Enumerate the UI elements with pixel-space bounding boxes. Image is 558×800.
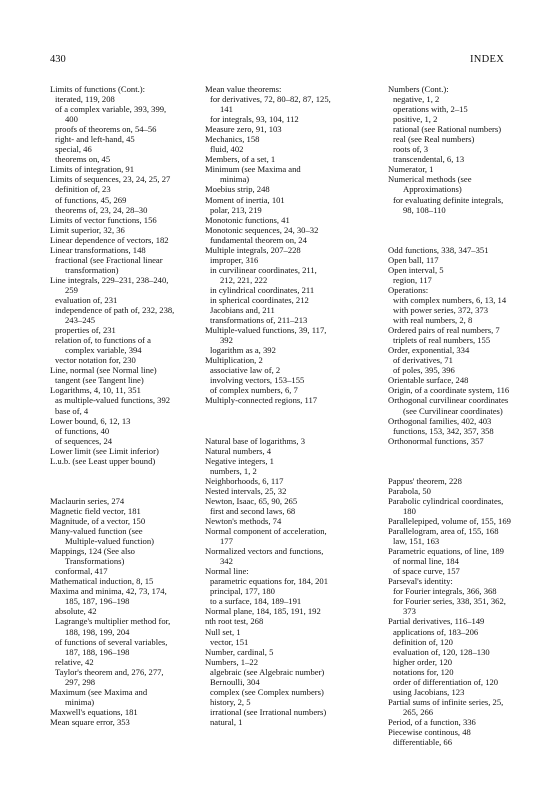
index-subentry: fundamental theorem on, 24 bbox=[210, 234, 307, 245]
index-entry: L.u.b. (see Least upper bound) bbox=[50, 455, 156, 466]
index-subentry: in spherical coordinates, 212 bbox=[210, 294, 309, 305]
index-subentry: parametric equations for, 184, 201 bbox=[210, 576, 329, 587]
index-subentry: numbers, 1, 2 bbox=[210, 465, 257, 476]
index-entry: Number, cardinal, 5 bbox=[205, 646, 274, 657]
index-subentry: natural, 1 bbox=[210, 716, 243, 727]
index-subentry: fluid, 402 bbox=[210, 144, 244, 155]
index-entry: Null set, 1 bbox=[205, 626, 241, 637]
index-subentry: with complex numbers, 6, 13, 14 bbox=[393, 294, 507, 305]
index-subentry: associative law of, 2 bbox=[210, 365, 281, 376]
index-entry: Multiplication, 2 bbox=[205, 355, 263, 366]
index-entry: Orthogonal families, 402, 403 bbox=[388, 415, 492, 426]
index-entry: Maxima and minima, 42, 73, 174, bbox=[50, 586, 167, 597]
index-subentry: Bernoulli, 304 bbox=[210, 676, 260, 687]
index-entry: Many-valued function (see bbox=[50, 526, 143, 537]
index-subentry: in curvilinear coordinates, 211, bbox=[210, 264, 317, 275]
index-entry: Pappus' theorem, 228 bbox=[388, 475, 462, 486]
index-subentry: negative, 1, 2 bbox=[393, 94, 440, 105]
index-subentry: properties of, 231 bbox=[55, 325, 116, 336]
index-entry: Limits of functions (Cont.): bbox=[50, 84, 146, 94]
index-entry: Orthonormal functions, 357 bbox=[388, 435, 484, 446]
index-subentry: real (see Real numbers) bbox=[393, 134, 475, 145]
index-entry: Partial sums of infinite series, 25, bbox=[388, 696, 504, 707]
index-subentry: roots of, 3 bbox=[393, 144, 429, 155]
index-subentry: 392 bbox=[220, 335, 233, 346]
index-column-3 bbox=[388, 84, 558, 747]
index-entry: Natural numbers, 4 bbox=[205, 445, 272, 456]
index-subentry: polar, 213, 219 bbox=[210, 204, 262, 215]
index-entry: Minimum (see Maxima and bbox=[205, 164, 301, 175]
index-subentry: vector, 151 bbox=[210, 636, 249, 647]
index-subentry: 98, 108–110 bbox=[403, 204, 446, 215]
index-subentry: with real numbers, 2, 8 bbox=[393, 315, 473, 326]
index-subentry: right- and left-hand, 45 bbox=[55, 134, 135, 145]
index-subentry: order of differentiation of, 120 bbox=[393, 676, 499, 687]
index-subentry: 342 bbox=[220, 556, 233, 567]
index-subentry: operations with, 2–15 bbox=[393, 104, 468, 115]
section-gap bbox=[388, 225, 558, 235]
section-gap bbox=[388, 215, 558, 225]
index-entry: Lower limit (see Limit inferior) bbox=[50, 445, 159, 456]
page-number: 430 bbox=[50, 54, 66, 65]
index-subentry: relative, 42 bbox=[55, 656, 94, 667]
index-subentry: transcendental, 6, 13 bbox=[393, 154, 465, 165]
index-column-2 bbox=[205, 84, 380, 727]
index-subentry: 180 bbox=[403, 505, 416, 516]
index-entry: Line integrals, 229–231, 238–240, bbox=[50, 274, 169, 285]
index-subentry: 185, 187, 196–198 bbox=[65, 596, 130, 607]
index-entry: Nested intervals, 25, 32 bbox=[205, 485, 287, 496]
index-entry: Normal component of acceleration, bbox=[205, 526, 327, 537]
index-entry: Monotonic functions, 41 bbox=[205, 214, 290, 225]
index-subentry: 259 bbox=[65, 284, 78, 295]
section-gap bbox=[388, 235, 558, 245]
index-subentry: of complex numbers, 6, 7 bbox=[210, 385, 298, 396]
index-entry: Numerical methods (see bbox=[388, 174, 472, 185]
index-subentry: using Jacobians, 123 bbox=[393, 686, 465, 697]
section-gap bbox=[50, 486, 210, 496]
index-subentry: theorems on, 45 bbox=[55, 154, 111, 165]
index-subentry: law, 151, 163 bbox=[393, 536, 440, 547]
index-entry: Negative integers, 1 bbox=[205, 455, 274, 466]
index-subentry: of a complex variable, 393, 399, bbox=[55, 104, 167, 115]
section-gap bbox=[50, 466, 210, 476]
index-subentry: Jacobians and, 211 bbox=[210, 305, 275, 316]
index-entry: Open ball, 117 bbox=[388, 254, 439, 265]
index-entry: Magnitude, of a vector, 150 bbox=[50, 516, 146, 527]
index-subentry: to a surface, 184, 189–191 bbox=[210, 596, 302, 607]
index-column-1 bbox=[50, 84, 210, 727]
index-subentry: involving vectors, 153–155 bbox=[210, 375, 305, 386]
section-gap bbox=[205, 416, 380, 426]
index-entry: Limits of vector functions, 156 bbox=[50, 214, 157, 225]
section-gap bbox=[205, 406, 380, 416]
index-entry: Numerator, 1 bbox=[388, 164, 434, 175]
index-subentry: 373 bbox=[403, 606, 416, 617]
index-entry: Measure zero, 91, 103 bbox=[205, 124, 282, 135]
index-subentry: applications of, 183–206 bbox=[393, 626, 479, 637]
index-subentry: vector notation for, 230 bbox=[55, 355, 136, 366]
index-subentry: Approximations) bbox=[403, 184, 462, 195]
index-entry: Newton, Isaac, 65, 90, 265 bbox=[205, 495, 298, 506]
index-subentry: irrational (see Irrational numbers) bbox=[210, 706, 327, 717]
index-entry: Partial derivatives, 116–149 bbox=[388, 616, 485, 627]
index-subentry: in cylindrical coordinates, 211 bbox=[210, 284, 315, 295]
index-subentry: for Fourier series, 338, 351, 362, bbox=[393, 596, 506, 607]
index-subentry: special, 46 bbox=[55, 144, 92, 155]
index-subentry: history, 2, 5 bbox=[210, 696, 251, 707]
index-subentry: of poles, 395, 396 bbox=[393, 365, 455, 376]
index-subentry: Taylor's theorem and, 276, 277, bbox=[55, 666, 164, 677]
index-subentry: as multiple-valued functions, 392 bbox=[55, 395, 171, 406]
index-entry: Operations: bbox=[388, 284, 429, 295]
index-subentry: minima) bbox=[220, 174, 250, 185]
index-entry: Maximum (see Maxima and bbox=[50, 686, 148, 697]
section-gap bbox=[388, 446, 558, 456]
index-subentry: iterated, 119, 208 bbox=[55, 94, 115, 105]
index-subentry: transformation) bbox=[65, 264, 119, 275]
section-gap bbox=[50, 476, 210, 486]
index-entry: Odd functions, 338, 347–351 bbox=[388, 244, 489, 255]
index-subentry: of functions, 40 bbox=[55, 425, 110, 436]
index-entry: Parabola, 50 bbox=[388, 485, 431, 496]
index-entry: Mathematical induction, 8, 15 bbox=[50, 576, 154, 587]
index-entry: Natural base of logarithms, 3 bbox=[205, 435, 305, 446]
index-subentry: functions, 153, 342, 357, 358 bbox=[393, 425, 494, 436]
index-subentry: tangent (see Tangent line) bbox=[55, 375, 144, 386]
index-subentry: higher order, 120 bbox=[393, 656, 453, 667]
index-subentry: Lagrange's multiplier method for, bbox=[55, 616, 171, 627]
index-entry: Line, normal (see Normal line) bbox=[50, 365, 157, 376]
index-entry: Numbers, 1–22 bbox=[205, 656, 258, 667]
index-subentry: evaluation of, 231 bbox=[55, 294, 118, 305]
index-subentry: 212, 221, 222 bbox=[220, 274, 268, 285]
running-header: INDEX bbox=[470, 54, 505, 65]
index-entry: Logarithms, 4, 10, 11, 351 bbox=[50, 385, 141, 396]
index-entry: nth root test, 268 bbox=[205, 616, 264, 627]
index-entry: Mean value theorems: bbox=[205, 84, 282, 94]
index-subentry: of space curve, 157 bbox=[393, 566, 460, 577]
index-entry: Normal line: bbox=[205, 566, 249, 577]
index-subentry: base of, 4 bbox=[55, 405, 89, 416]
index-subentry: theorems of, 23, 24, 28–30 bbox=[55, 204, 148, 215]
index-entry: Mechanics, 158 bbox=[205, 134, 260, 145]
index-entry: Limit superior, 32, 36 bbox=[50, 224, 125, 235]
index-entry: Limits of sequences, 23, 24, 25, 27 bbox=[50, 174, 171, 185]
index-entry: Piecewise continous, 48 bbox=[388, 727, 471, 737]
index-subentry: of derivatives, 71 bbox=[393, 355, 453, 366]
index-entry: Maxwell's equations, 181 bbox=[50, 706, 138, 717]
index-subentry: region, 117 bbox=[393, 274, 432, 285]
section-gap bbox=[388, 466, 558, 476]
index-subentry: of functions of several variables, bbox=[55, 636, 168, 647]
index-subentry: 265, 266 bbox=[403, 706, 434, 717]
index-subentry: Multiple-valued function) bbox=[65, 536, 155, 547]
index-subentry: 141 bbox=[220, 104, 233, 115]
index-entry: Numbers (Cont.): bbox=[388, 84, 449, 94]
index-subentry: triplets of real numbers, 155 bbox=[393, 335, 491, 346]
index-entry: Multiply-connected regions, 117 bbox=[205, 395, 318, 406]
index-entry: Neighborhoods, 6, 117 bbox=[205, 475, 284, 486]
index-entry: Parallelepiped, volume of, 155, 169 bbox=[388, 516, 511, 527]
section-gap bbox=[205, 426, 380, 436]
index-entry: Mappings, 124 (See also bbox=[50, 546, 135, 557]
index-entry: Newton's methods, 74 bbox=[205, 516, 282, 527]
index-subentry: positive, 1, 2 bbox=[393, 114, 438, 125]
index-subentry: 243–245 bbox=[65, 315, 96, 326]
index-entry: Lower bound, 6, 12, 13 bbox=[50, 415, 131, 426]
index-entry: Linear transformations, 148 bbox=[50, 244, 146, 255]
index-subentry: of sequences, 24 bbox=[55, 435, 113, 446]
index-subentry: conformal, 417 bbox=[55, 566, 108, 577]
index-entry: Parabolic cylindrical coordinates, bbox=[388, 495, 504, 506]
index-subentry: 177 bbox=[220, 536, 233, 547]
index-entry: Multiple-valued functions, 39, 117, bbox=[205, 325, 327, 336]
index-entry: Period, of a function, 336 bbox=[388, 716, 476, 727]
index-subentry: notations for, 120 bbox=[393, 666, 454, 677]
index-subentry: fractional (see Fractional linear bbox=[55, 254, 163, 265]
index-entry: Parametric equations, of line, 189 bbox=[388, 546, 504, 557]
index-entry: Monotonic sequences, 24, 30–32 bbox=[205, 224, 319, 235]
index-subentry: transformations of, 211–213 bbox=[210, 315, 308, 326]
index-subentry: algebraic (see Algebraic number) bbox=[210, 666, 325, 677]
index-entry: Origin, of a coordinate system, 116 bbox=[388, 385, 510, 396]
index-subentry: relation of, to functions of a bbox=[55, 335, 151, 346]
index-subentry: of functions, 45, 269 bbox=[55, 194, 127, 205]
index-entry: Limits of integration, 91 bbox=[50, 164, 135, 175]
index-subentry: logarithm as a, 392 bbox=[210, 345, 276, 356]
index-entry: Ordered pairs of real numbers, 7 bbox=[388, 325, 500, 336]
index-subentry: rational (see Rational numbers) bbox=[393, 124, 502, 135]
section-gap bbox=[388, 456, 558, 466]
index-subentry: independence of path of, 232, 238, bbox=[55, 305, 175, 316]
index-subentry: 297, 298 bbox=[65, 676, 96, 687]
index-subentry: for Fourier integrals, 366, 368 bbox=[393, 586, 497, 597]
index-subentry: complex variable, 394 bbox=[65, 345, 142, 356]
index-entry: Normal plane, 184, 185, 191, 192 bbox=[205, 606, 321, 617]
index-subentry: evaluation of, 120, 128–130 bbox=[393, 646, 490, 657]
index-subentry: for integrals, 93, 104, 112 bbox=[210, 114, 299, 125]
index-entry: Parseval's identity: bbox=[388, 576, 453, 587]
index-subentry: definition of, 120 bbox=[393, 636, 453, 647]
index-subentry: first and second laws, 68 bbox=[210, 505, 296, 516]
index-entry: Orthogonal curvilinear coordinates bbox=[388, 395, 509, 406]
index-entry: Moment of inertia, 101 bbox=[205, 194, 285, 205]
index-entry: Magnetic field vector, 181 bbox=[50, 505, 141, 516]
index-subentry: 188, 198, 199, 204 bbox=[65, 626, 130, 637]
index-entry: Order, exponential, 334 bbox=[388, 345, 470, 356]
index-subentry: absolute, 42 bbox=[55, 606, 97, 617]
index-subentry: 400 bbox=[65, 114, 78, 125]
index-subentry: for derivatives, 72, 80–82, 87, 125, bbox=[210, 94, 331, 105]
index-entry: Multiple integrals, 207–228 bbox=[205, 244, 301, 255]
index-entry: Members, of a set, 1 bbox=[205, 154, 276, 165]
index-entry: Moebius strip, 248 bbox=[205, 184, 270, 195]
index-subentry: (see Curvilinear coordinates) bbox=[403, 405, 503, 416]
index-entry: Mean square error, 353 bbox=[50, 716, 130, 727]
index-subentry: of normal line, 184 bbox=[393, 556, 459, 567]
index-entry: Maclaurin series, 274 bbox=[50, 495, 125, 506]
index-subentry: complex (see Complex numbers) bbox=[210, 686, 324, 697]
index-entry: Orientable surface, 248 bbox=[388, 375, 469, 386]
index-entry: Normalized vectors and functions, bbox=[205, 546, 324, 557]
index-entry: Parallelogram, area of, 155, 168 bbox=[388, 526, 499, 537]
index-subentry: improper, 316 bbox=[210, 254, 259, 265]
index-entry: Linear dependence of vectors, 182 bbox=[50, 234, 169, 245]
index-subentry: for evaluating definite integrals, bbox=[393, 194, 504, 205]
index-subentry: with power series, 372, 373 bbox=[393, 305, 488, 316]
index-subentry: proofs of theorems on, 54–56 bbox=[55, 124, 157, 135]
index-entry: Open interval, 5 bbox=[388, 264, 444, 275]
index-subentry: differentiable, 66 bbox=[393, 737, 453, 748]
index-subentry: principal, 177, 180 bbox=[210, 586, 275, 597]
index-subentry: Transformations) bbox=[65, 556, 125, 567]
index-subentry: definition of, 23 bbox=[55, 184, 111, 195]
index-subentry: minima) bbox=[65, 696, 95, 707]
index-subentry: 187, 188, 196–198 bbox=[65, 646, 130, 657]
